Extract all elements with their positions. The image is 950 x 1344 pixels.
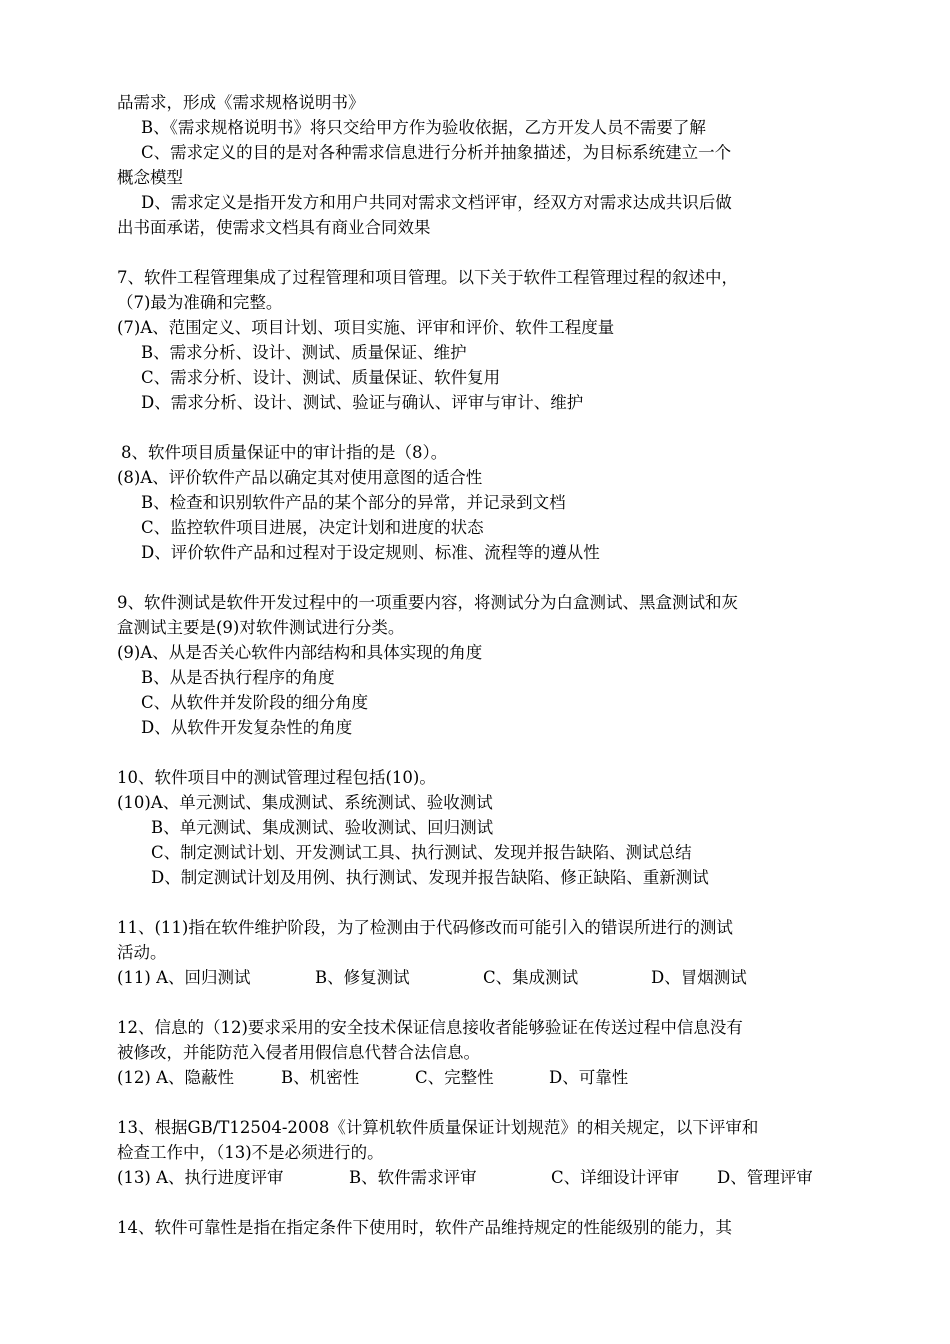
question-stem: 14、软件可靠性是指在指定条件下使用时，软件产品维持规定的性能级别的能力，其	[117, 1218, 732, 1237]
option-b: B、检查和识别软件产品的某个部分的异常，并记录到文档	[141, 493, 566, 512]
option-c: C、制定测试计划、开发测试工具、执行测试、发现并报告缺陷、测试总结	[151, 843, 692, 862]
option-d: D、管理评审	[717, 1168, 813, 1187]
question-14	[117, 1215, 837, 1240]
question-8	[117, 440, 837, 565]
text-line: 概念模型	[117, 168, 183, 187]
option-d: D、可靠性	[549, 1068, 629, 1087]
option-b: B、《需求规格说明书》将只交给甲方作为验收依据，乙方开发人员不需要了解	[141, 118, 706, 137]
option-a: (12) A、隐蔽性	[117, 1068, 235, 1087]
question-10	[117, 765, 837, 890]
option-b: B、单元测试、集成测试、验收测试、回归测试	[151, 818, 494, 837]
question-stem: 11、(11)指在软件维护阶段，为了检测由于代码修改而可能引入的错误所进行的测试	[117, 918, 733, 937]
option-c: C、需求定义的目的是对各种需求信息进行分析并抽象描述，为目标系统建立一个	[141, 143, 732, 162]
option-c: C、监控软件项目进展，决定计划和进度的状态	[141, 518, 484, 537]
options-row	[117, 1165, 837, 1190]
text-line: 出书面承诺，使需求文档具有商业合同效果	[117, 218, 431, 237]
question-stem: 检查工作中，（13)不是必须进行的。	[117, 1143, 384, 1162]
question-stem: 被修改，并能防范入侵者用假信息代替合法信息。	[117, 1043, 480, 1062]
option-b: B、软件需求评审	[349, 1168, 477, 1187]
question-stem: （7)最为准确和完整。	[117, 293, 283, 312]
question-stem: 8、软件项目质量保证中的审计指的是（8）。	[121, 443, 448, 462]
option-d: D、需求定义是指开发方和用户共同对需求文档评审，经双方对需求达成共识后做	[141, 193, 732, 212]
option-a: (9)A、从是否关心软件内部结构和具体实现的角度	[117, 643, 483, 662]
option-c: C、需求分析、设计、测试、质量保证、软件复用	[141, 368, 501, 387]
question-stem: 活动。	[117, 943, 167, 962]
question-13	[117, 1115, 837, 1190]
option-a: (10)A、单元测试、集成测试、系统测试、验收测试	[117, 793, 493, 812]
question-stem: 12、信息的（12)要求采用的安全技术保证信息接收者能够验证在传送过程中信息没有	[117, 1018, 743, 1037]
option-d: D、评价软件产品和过程对于设定规则、标准、流程等的遵从性	[141, 543, 600, 562]
option-d: D、从软件开发复杂性的角度	[141, 718, 353, 737]
option-d: D、需求分析、设计、测试、验证与确认、评审与审计、维护	[141, 393, 584, 412]
option-c: C、详细设计评审	[551, 1168, 680, 1187]
option-a: (13) A、执行进度评审	[117, 1168, 284, 1187]
question-stem: 盒测试主要是(9)对软件测试进行分类。	[117, 618, 405, 637]
question-11	[117, 915, 837, 990]
option-a: (7)A、范围定义、项目计划、项目实施、评审和评价、软件工程度量	[117, 318, 615, 337]
option-a: (8)A、评价软件产品以确定其对使用意图的适合性	[117, 468, 483, 487]
question-7	[117, 265, 837, 415]
option-a: (11) A、回归测试	[117, 968, 251, 987]
question-stem: 10、软件项目中的测试管理过程包括(10)。	[117, 768, 436, 787]
question-9	[117, 590, 837, 740]
option-d: D、制定测试计划及用例、执行测试、发现并报告缺陷、修正缺陷、重新测试	[151, 868, 709, 887]
option-b: B、机密性	[281, 1068, 360, 1087]
option-d: D、冒烟测试	[651, 968, 747, 987]
options-row	[117, 1065, 837, 1090]
question-stem: 7、软件工程管理集成了过程管理和项目管理。以下关于软件工程管理过程的叙述中，	[117, 268, 738, 287]
text-line: 品需求，形成《需求规格说明书》	[117, 93, 365, 112]
question-stem: 13、根据GB/T12504-2008《计算机软件质量保证计划规范》的相关规定，以下评审和	[117, 1118, 759, 1137]
question-6-continuation	[117, 90, 837, 240]
options-row	[117, 965, 837, 990]
question-12	[117, 1015, 837, 1090]
document-page	[117, 90, 837, 1240]
option-b: B、从是否执行程序的角度	[141, 668, 335, 687]
option-c: C、完整性	[415, 1068, 494, 1087]
question-stem: 9、软件测试是软件开发过程中的一项重要内容，将测试分为白盒测试、黑盒测试和灰	[117, 593, 738, 612]
option-b: B、修复测试	[315, 968, 410, 987]
option-b: B、需求分析、设计、测试、质量保证、维护	[141, 343, 467, 362]
option-c: C、集成测试	[483, 968, 579, 987]
option-c: C、从软件并发阶段的细分角度	[141, 693, 369, 712]
